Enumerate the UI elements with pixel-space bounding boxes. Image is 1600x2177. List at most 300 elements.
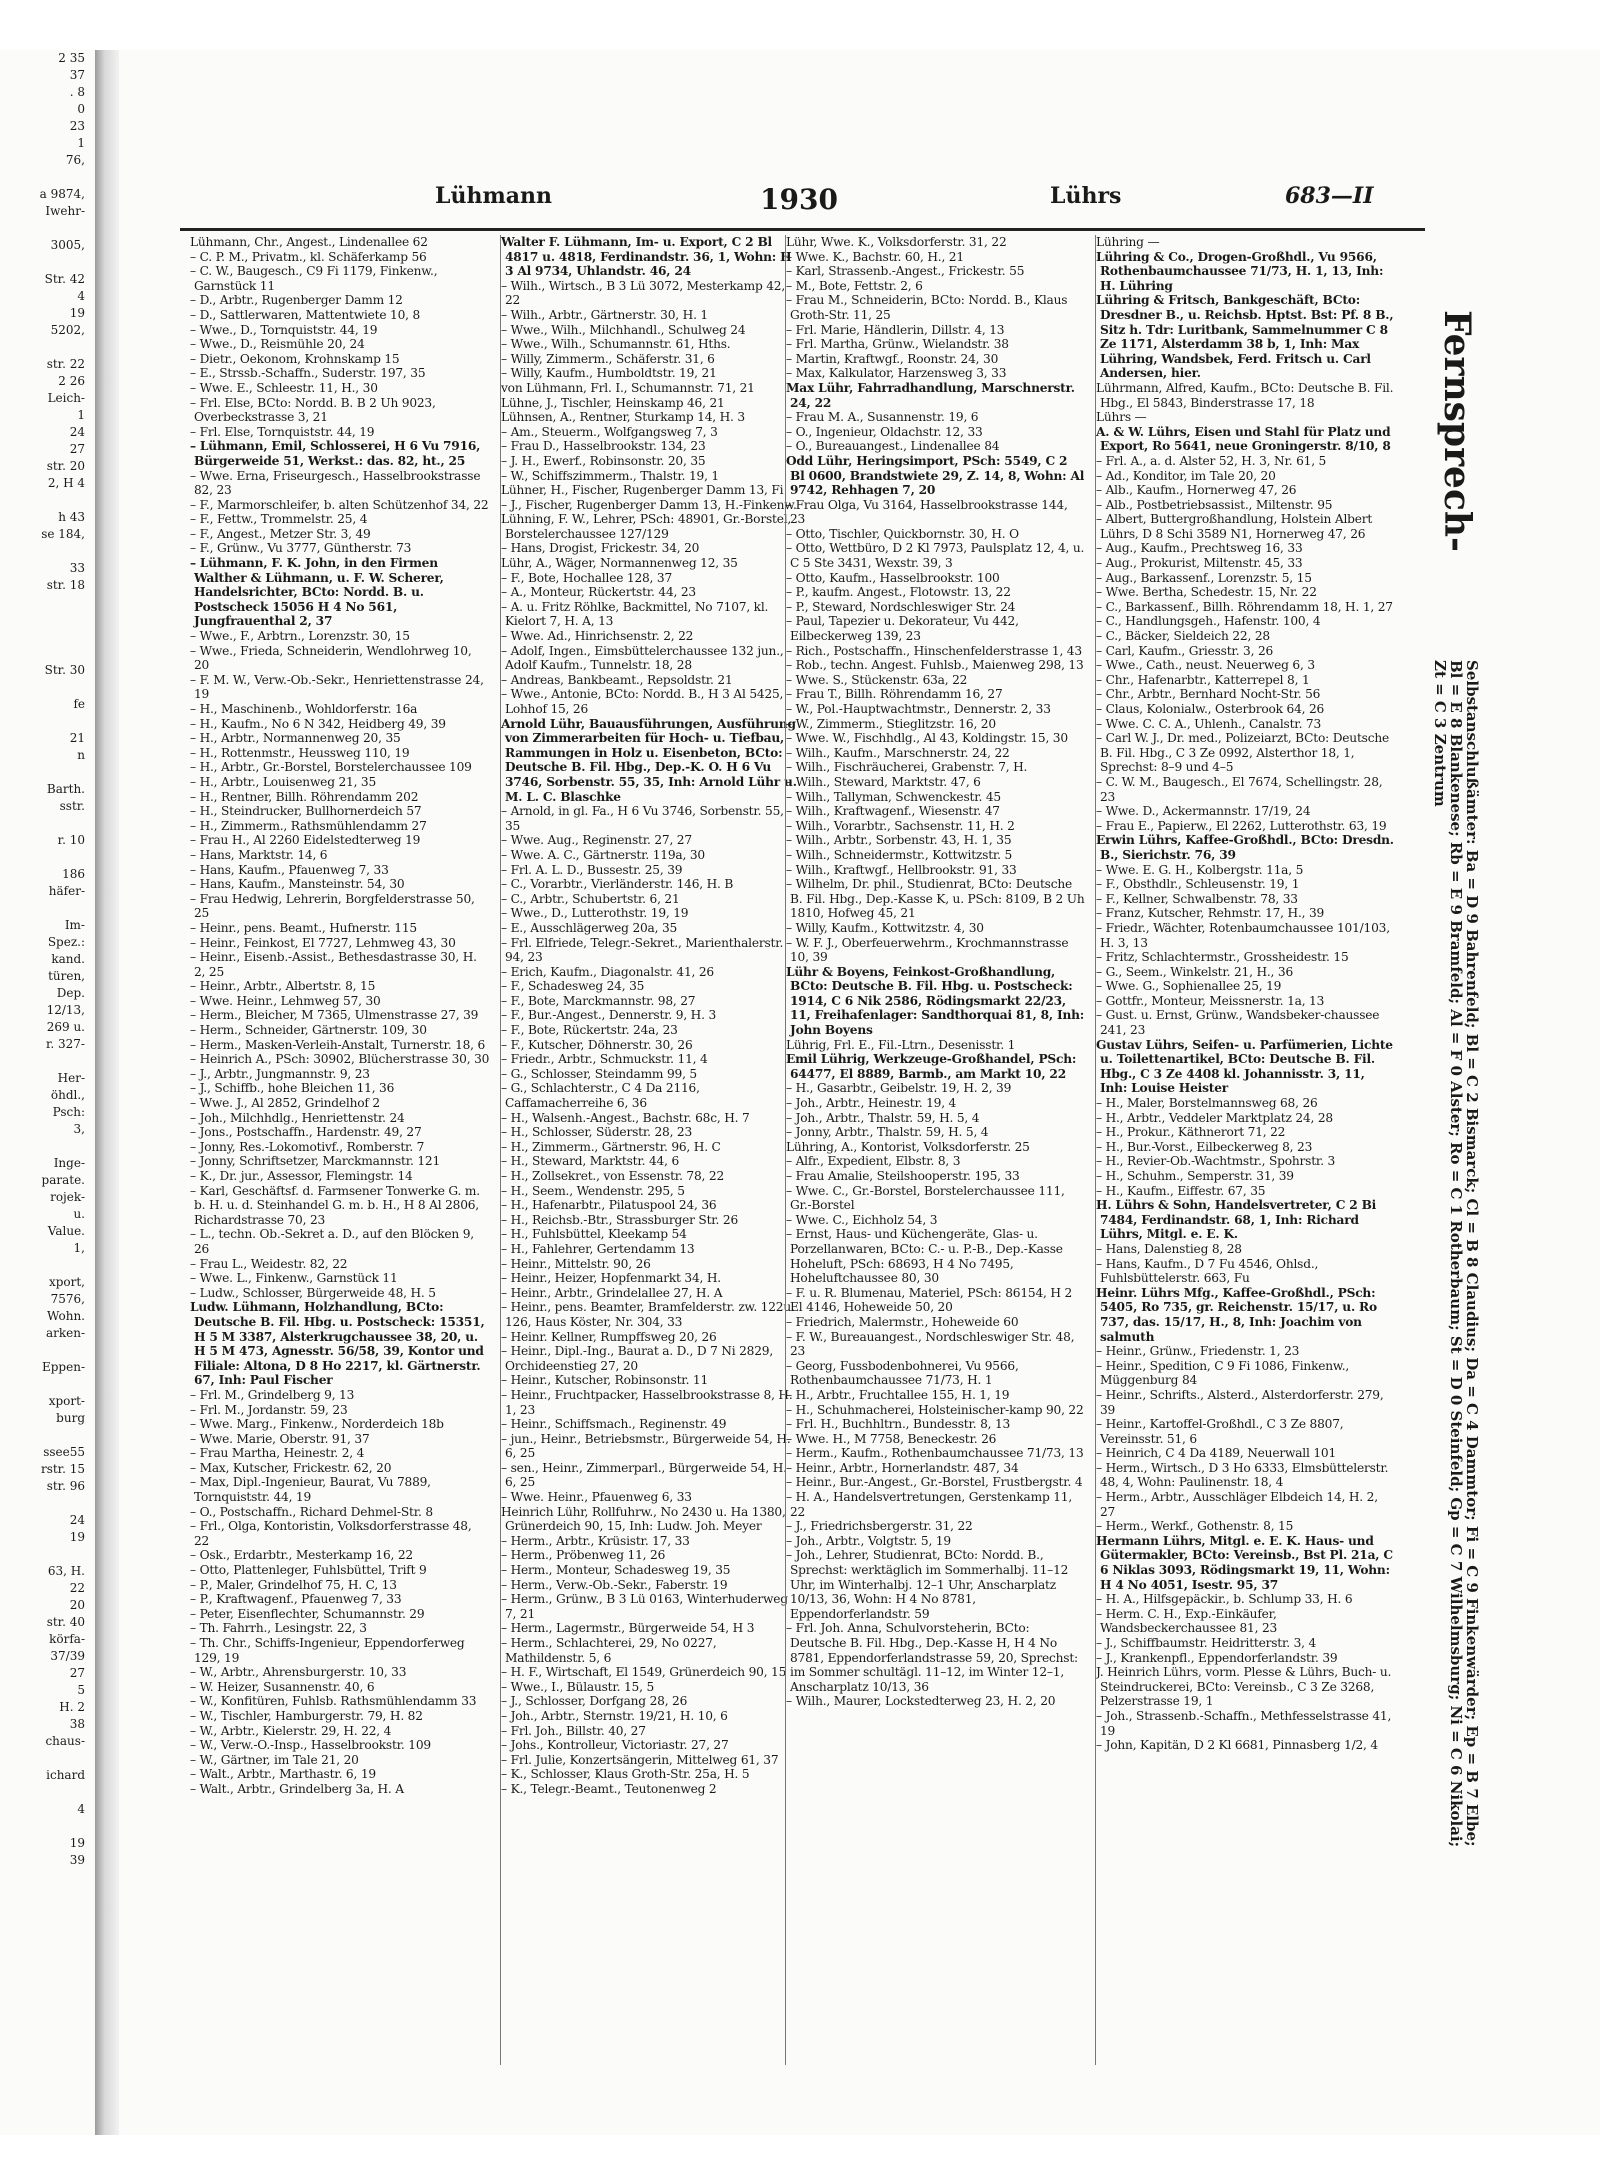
directory-entry: – H., Arbtr., Normannenweg 20, 35: [190, 731, 401, 746]
facing-page-fragment: [0, 679, 95, 696]
directory-entry: – Heinr., Bur.-Angest., Gr.-Borstel, Frustbergstr. 4: [786, 1475, 1083, 1490]
facing-page-fragment: [0, 1053, 95, 1070]
directory-entry: – Herm., Bleicher, M 7365, Ulmenstrasse 27, 39: [190, 1008, 479, 1023]
facing-page-fragment: türen,: [48, 969, 85, 983]
directory-entry: – Frau L., Weidestr. 82, 22: [190, 1256, 348, 1271]
directory-entry: – W., Konfitüren, Fuhlsb. Rathsmühlendamm 33: [190, 1694, 477, 1709]
facing-page-fragment: r. 327-: [45, 1037, 85, 1051]
facing-page-fragment: [0, 254, 95, 271]
facing-page-fragment: Spez.:: [47, 935, 85, 949]
directory-entry: – Herm., Kaufm., Rothenbaumchaussee 71/73, 13: [786, 1446, 1084, 1461]
directory-entry: – Frau Olga, Vu 3164, Hasselbrookstrasse 144, 23: [786, 497, 1068, 527]
directory-entry: – O., Postschaffn., Richard Dehmel-Str. 8: [190, 1504, 433, 1519]
facing-page-fragment: Her-: [57, 1071, 85, 1085]
directory-entry: – F., Obsthdlr., Schleusenstr. 19, 1: [1096, 877, 1300, 892]
directory-entry: – Herm., Arbtr., Ausschläger Elbdeich 14, H. 2, 27: [1096, 1490, 1378, 1519]
facing-page-fragment: 63, H.: [47, 1564, 85, 1578]
facing-page-fragment: xport,: [48, 1275, 85, 1289]
directory-entry: – W., Arbtr., Kielerstr. 29, H. 22, 4: [190, 1723, 392, 1738]
directory-entry: – Joh., Arbtr., Sternstr. 19/21, H. 10, 6: [501, 1708, 728, 1723]
directory-entry: – Aug., Prokurist, Miltenstr. 45, 33: [1096, 556, 1303, 571]
directory-entry: – Wilh., Kaufm., Marschnerstr. 24, 22: [786, 745, 1010, 760]
directory-entry: Lühring —: [1096, 235, 1160, 249]
directory-entry: H. Lührs & Sohn, Handelsvertreter, C 2 Bi 7484, Ferdinandstr. 68, 1, Inh: Richard Lührs, Mitgl. e. E. K.: [1096, 1198, 1377, 1242]
facing-page-fragment: 19: [69, 1836, 85, 1850]
directory-entry: – H., Rentner, Billh. Röhrendamm 202: [190, 789, 419, 804]
directory-entry: – Friedrich, Malermstr., Hoheweide 60: [786, 1314, 1019, 1329]
directory-entry: – C., Barkassenf., Billh. Röhrendamm 18, H. 1, 27: [1096, 599, 1393, 614]
directory-entry: Lühring & Fritsch, Bankgeschäft, BCto: Dresdner B., u. Reichsb. Hptst. Bst: Pf. 8 B., Sitz h. Tdr: Luritbank, Sammelnummer C 8 Ze 1171, Alsterdamm 38 b, 1, Inh: Max Lühring, Wandsbek, Ferd. Fritsch u. Carl Andersen, hier.: [1096, 293, 1394, 381]
directory-entry: – Frl. H., Buchhltrn., Bundesstr. 8, 13: [786, 1417, 1011, 1432]
directory-entry: – F., Marmorschleifer, b. alten Schützenhof 34, 22: [190, 497, 489, 512]
directory-entry: – Th. Chr., Schiffs-Ingenieur, Eppendorferweg 129, 19: [190, 1636, 465, 1665]
directory-entry: – Rob., techn. Angest. Fuhlsb., Maienweg 298, 13: [786, 658, 1084, 673]
directory-entry: – D., Arbtr., Rugenberger Damm 12: [190, 293, 403, 308]
facing-page-fragment: [0, 900, 95, 917]
directory-entry: – A. u. Fritz Röhlke, Backmittel, No 7107, kl. Kielort 7, H. A, 13: [501, 599, 769, 629]
directory-entry: – W., Zimmerm., Stieglitzstr. 16, 20: [786, 716, 996, 731]
directory-entry: – Willy, Kaufm., Humboldtstr. 19, 21: [501, 366, 717, 381]
directory-entry: – Herm., Masken-Verleih-Anstalt, Turnerstr. 18, 6: [190, 1037, 486, 1052]
facing-page-fragment: [0, 645, 95, 662]
directory-entry: – Wwe. H., M 7758, Beneckestr. 26: [786, 1431, 997, 1446]
facing-page-fragment: 19: [69, 306, 85, 320]
directory-entry: – Georg, Fussbodenbohnerei, Vu 9566, Rothenbaumchaussee 71/73, H. 1: [786, 1358, 1019, 1388]
directory-entry: – H., Prokur., Käthnerort 71, 22: [1096, 1125, 1286, 1140]
facing-page-fragment: fe: [73, 697, 85, 711]
directory-entry: – Frl. A. L. D., Bussestr. 25, 39: [501, 862, 683, 877]
directory-entry: – J. H., Ewerf., Robinsonstr. 20, 35: [501, 453, 706, 468]
exchange-legend-text: Selbstanschlußämter: Ba = D 9 Bahrenfeld; Bl = C 2 Bismarck; Cl = B 8 Claudius; Da = C 4 Dammtor; Fi = C 9 Finkenwärder; Ep = B 7 Elbe; Bl = E 8 Blankenese; Rb = E 9 Bramfeld; Al = F 0 Alster; Ro = C 1 Rotherbaum; St = D 0 Steinfeld; Gp = C 7 Wilhelmsburg; Ni = C 6 Nikolai; Zt = C 3 Zentrum: [1431, 660, 1481, 1848]
facing-page-fragment: [0, 594, 95, 611]
directory-entry: – Heinr., Feinkost, El 7727, Lehmweg 43, 30: [190, 935, 456, 950]
directory-entry: – H., Arbtr., Fruchtallee 155, H. 1, 19: [786, 1387, 1010, 1402]
facing-page-fragment: [0, 713, 95, 730]
directory-entry: – Max, Kalkulator, Harzensweg 3, 33: [786, 366, 1007, 381]
directory-entry: – Frl. A., a. d. Alster 52, H. 3, Nr. 61, 5: [1096, 453, 1327, 468]
directory-entry: – Herm., Wirtsch., D 3 Ho 6333, Elmsbüttelerstr. 48, 4, Wohn: Paulinenstr. 18, 4: [1096, 1460, 1389, 1490]
facing-page-fragment: str. 40: [46, 1615, 85, 1629]
directory-entry: – Hans, Marktstr. 14, 6: [190, 847, 328, 862]
directory-entry: – Carl, Kaufm., Griesstr. 3, 26: [1096, 643, 1274, 658]
directory-entry: Lühner, H., Fischer, Rugenberger Damm 13, Fi: [501, 483, 784, 498]
directory-entry: – W., Gärtner, im Tale 21, 20: [190, 1752, 359, 1767]
directory-entry: – Heinr., Dipl.-Ing., Baurat a. D., D 7 Ni 2829, Orchideenstieg 27, 20: [501, 1344, 774, 1373]
directory-entry: – F., Fettw., Trommelstr. 25, 4: [190, 512, 368, 527]
directory-entry: – H., Kaufm., No 6 N 342, Heidberg 49, 39: [190, 716, 446, 731]
directory-entry: – Dietr., Oekonom, Krohnskamp 15: [190, 351, 400, 366]
directory-entry: – Wwe., D., Tornquiststr. 44, 19: [190, 322, 378, 337]
directory-entry: – Walt., Arbtr., Grindelberg 3a, H. A: [190, 1781, 404, 1796]
facing-page-fragment: ssee55: [43, 1445, 85, 1459]
directory-entry: – Otto, Wettbüro, D 2 Kl 7973, Paulsplatz 12, 4, u. C 5 Ste 3431, Wexstr. 39, 3: [786, 541, 1085, 571]
directory-entry: – H., Fuhlsbüttel, Kleekamp 54: [501, 1227, 687, 1242]
directory-entry: – Heinr., Kutscher, Robinsonstr. 11: [501, 1373, 709, 1388]
directory-entry: – Paul, Tapezier u. Dekorateur, Vu 442, Eilbeckerweg 139, 23: [786, 614, 1019, 644]
facing-page-fragment: 76,: [65, 153, 85, 167]
directory-entry: – J., Arbtr., Jungmannstr. 9, 23: [190, 1066, 370, 1081]
directory-entry: – Aug., Barkassenf., Lorenzstr. 5, 15: [1096, 570, 1312, 585]
facing-page-fragment: [0, 1750, 95, 1767]
directory-entry: – Frl. Martha, Grünw., Wielandstr. 38: [786, 337, 1009, 352]
directory-entry: – Heinr., Spedition, C 9 Fi 1086, Finkenw., Müggenburg 84: [1096, 1358, 1350, 1388]
directory-entry: – Willy, Kaufm., Kottwitzstr. 4, 30: [786, 920, 984, 935]
directory-entry: – J., Schlosser, Dorfgang 28, 26: [501, 1694, 688, 1709]
directory-entry: – Frau M. A., Susannenstr. 19, 6: [786, 410, 979, 425]
facing-page-fragment: str. 18: [46, 578, 85, 592]
directory-entry: – Wwe. G., Sophienallee 25, 19: [1096, 979, 1282, 994]
directory-entry: – H., Steindrucker, Bullhornerdeich 57: [190, 804, 422, 819]
directory-entry: – Heinrich A., PSch: 30902, Blücherstrasse 30, 30: [190, 1052, 490, 1067]
directory-entry: – F., Kutscher, Döhnerstr. 30, 26: [501, 1037, 693, 1052]
directory-entry: – Wwe. W., Fischhdlg., Al 43, Koldingstr. 15, 30: [786, 731, 1068, 746]
directory-entry: – Johs., Kontrolleur, Victoriastr. 27, 27: [501, 1738, 729, 1753]
facing-page-fragment: 27: [69, 1666, 85, 1680]
directory-entry: – Willy, Zimmerm., Schäferstr. 31, 6: [501, 351, 715, 366]
directory-entry: – Wwe. Marie, Oberstr. 91, 37: [190, 1431, 370, 1446]
facing-page-fragment: 3,: [73, 1122, 85, 1136]
directory-entry: – H., Seem., Wendenstr. 295, 5: [501, 1183, 685, 1198]
directory-entry: – W., Schiffszimmerm., Thalstr. 19, 1: [501, 468, 719, 483]
facing-page-fragment: 20: [69, 1598, 85, 1612]
facing-page-fragment: 2 26: [58, 374, 85, 388]
directory-entry: – Wwe., D., Reismühle 20, 24: [190, 337, 365, 352]
directory-entry: Lühning, F. W., Lehrer, PSch: 48901, Gr.-Borstel, Borstelerchaussee 127/129: [501, 512, 792, 541]
directory-entry: – Frau M., Schneiderin, BCto: Nordd. B., Klaus Groth-Str. 11, 25: [786, 293, 1068, 322]
directory-entry: – Rich., Postschaffn., Hinschenfelderstrasse 1, 43: [786, 643, 1082, 658]
directory-entry: – E., Ausschlägerweg 20a, 35: [501, 920, 678, 935]
directory-entry: – Lühmann, Emil, Schlosserei, H 6 Vu 7916, Bürgerweide 51, Werkst.: das. 82, ht., 25: [190, 439, 481, 468]
directory-entry: – Wwe., Wilh., Milchhandl., Schulweg 24: [501, 322, 746, 337]
directory-entry: – Albert, Buttergroßhandlung, Holstein Albert Lührs, D 8 Schi 3589 N1, Hornerweg 47, 26: [1096, 512, 1373, 541]
directory-entry: – D., Sattlerwaren, Mattentwiete 10, 8: [190, 307, 421, 322]
directory-entry: – O., Ingenieur, Oldachstr. 12, 33: [786, 424, 983, 439]
facing-page-fragment: Iwehr-: [45, 204, 85, 218]
facing-page-fragment: [0, 1257, 95, 1274]
directory-entry: – Gottfr., Monteur, Meissnerstr. 1a, 13: [1096, 993, 1325, 1008]
directory-entry: – H., Arbtr., Gr.-Borstel, Borstelerchaussee 109: [190, 760, 472, 775]
directory-entry: – C., Arbtr., Schubertstr. 6, 21: [501, 891, 680, 906]
directory-entry: – Alfr., Expedient, Elbstr. 8, 3: [786, 1154, 961, 1169]
facing-page-fragment: 23: [69, 119, 85, 133]
directory-entry: – F., Bote, Hochallee 128, 37: [501, 570, 673, 585]
directory-entry: – H. A., Hilfsgepäckir., b. Schlump 33, H. 6: [1096, 1592, 1353, 1607]
directory-entry: Max Lühr, Fahrradhandlung, Marschnerstr. 24, 22: [786, 380, 1075, 410]
facing-page-fragment: [0, 492, 95, 509]
directory-entry: – J., Fischer, Rugenberger Damm 13, H.-Finkenw.: [501, 497, 797, 512]
facing-page-fragment: 4: [77, 289, 85, 303]
directory-entry: – H., Revier-Ob.-Wachtmstr., Spohrstr. 3: [1096, 1154, 1336, 1169]
directory-entry: – Wwe. L., Finkenw., Garnstück 11: [190, 1271, 398, 1286]
facing-page-fragment: [0, 1138, 95, 1155]
facing-page-fragment: kand.: [51, 952, 85, 966]
directory-entry: – Frau Martha, Heinestr. 2, 4: [190, 1446, 365, 1461]
directory-entry: – Jons., Postschaffn., Hardenstr. 49, 27: [190, 1125, 422, 1140]
directory-entry: Erwin Lührs, Kaffee-Großhdl., BCto: Dresdn. B., Sierichstr. 76, 39: [1096, 833, 1394, 862]
directory-entry: – Frl. Elfriede, Telegr.-Sekret., Marienthalerstr. 94, 23: [501, 935, 784, 965]
directory-entry: Lührmann, Alfred, Kaufm., BCto: Deutsche B. Fil. Hbg., El 5843, Binderstrasse 17, 18: [1096, 380, 1394, 410]
directory-entry: – Otto, Plattenleger, Fuhlsbüttel, Trift 9: [190, 1563, 427, 1578]
directory-entry: – Heinr., Arbtr., Albertstr. 8, 15: [190, 979, 376, 994]
directory-entry: – W., Verw.-O.-Insp., Hasselbrookstr. 109: [190, 1738, 431, 1753]
directory-entry: – H., Schuhmacherei, Holsteinischer-kamp 90, 22: [786, 1402, 1084, 1417]
directory-entry: – C., Vorarbtr., Vierländerstr. 146, H. B: [501, 877, 734, 892]
directory-entry: – W., Pol.-Hauptwachtmstr., Dennerstr. 2, 33: [786, 702, 1051, 716]
facing-page-fragment: 39: [69, 1853, 85, 1867]
facing-page-fragment: [0, 628, 95, 645]
facing-page-fragment: Inge-: [53, 1156, 85, 1170]
directory-entry: Walter F. Lühmann, Im- u. Export, C 2 Bl 4817 u. 4818, Ferdinandstr. 36, 1, Wohn: H 3 Al 9734, Uhlandstr. 46, 24: [501, 235, 792, 279]
directory-entry: – Karl, Geschäftsf. d. Farmsener Tonwerke G. m. b. H. u. d. Steinhandel G. m. b. H., H 8 Al 2806, Richardstrasse 70, 23: [190, 1183, 480, 1227]
directory-entry: – Chr., Hafenarbtr., Katterrepel 8, 1: [1096, 672, 1310, 687]
directory-entry: – F., Angest., Metzer Str. 3, 49: [190, 526, 371, 541]
header-left-name: Lühmann: [435, 183, 552, 209]
facing-page-fragment: 1: [77, 408, 85, 422]
facing-page-fragment: n: [77, 748, 85, 762]
directory-entry: – Claus, Kolonialw., Osterbrook 64, 26: [1096, 702, 1325, 716]
facing-page-fragment: 33: [69, 561, 85, 575]
facing-page-fragment: [0, 849, 95, 866]
directory-entry: – Wwe. E., Schleestr. 11, H., 30: [190, 380, 378, 395]
facing-page-fragment: 37: [69, 68, 85, 82]
directory-entry: – Frl. Joh. Anna, Schulvorsteherin, BCto: Deutsche B. Fil. Hbg., Dep.-Kasse H, H 4 No 8781, Eppendorferlandstrasse 59, 20, Sprechst: im Sommer schultägl. 11–12, im Winter 12–1, Anscharplatz 10/13, 36: [786, 1621, 1078, 1694]
directory-entry: – F. M. W., Verw.-Ob.-Sekr., Henriettenstrasse 24, 19: [190, 672, 484, 702]
directory-entry: J. Heinrich Lührs, vorm. Plesse & Lührs, Buch- u. Steindruckerei, BCto: Vereinsb., C 3 Ze 3268, Pelzerstrasse 19, 1: [1096, 1665, 1392, 1709]
directory-entry: – C. W. M., Baugesch., El 7674, Schellingstr. 28, 23: [1096, 774, 1383, 804]
directory-entry: Odd Lühr, Heringsimport, PSch: 5549, C 2 Bl 0600, Brandstwiete 29, Z. 14, 8, Wohn: Al 9742, Rehhagen 7, 20: [786, 453, 1085, 498]
directory-entry: – Heinr., Eisenb.-Assist., Bethesdastrasse 30, H. 2, 25: [190, 950, 477, 979]
directory-entry: – Alb., Kaufm., Hornerweg 47, 26: [1096, 483, 1297, 498]
directory-entry: – Joh., Lehrer, Studienrat, BCto: Nordd. B., Sprechst: werktäglich im Sommerhalbj. 11–12 Uhr, im Winterhalbj. 12–1 Uhr, Anscharplatz 10/13, 36, Wohn: H 4 No 8781, Eppendorferlandstr. 59: [786, 1548, 1069, 1621]
facing-page-fragment: 3005,: [50, 238, 85, 252]
directory-entry: – Herm., Schlachterei, 29, No 0227, Mathildenstr. 5, 6: [501, 1636, 717, 1665]
directory-entry: – H., Arbtr., Louisenweg 21, 35: [190, 774, 377, 789]
directory-entry: – O., Bureauangest., Lindenallee 84: [786, 439, 1000, 454]
directory-entry: – Wwe. A. C., Gärtnerstr. 119a, 30: [501, 847, 705, 862]
facing-page-fragment: 27: [69, 442, 85, 456]
facing-page-fragment: Leich-: [47, 391, 85, 405]
directory-entry: – Heinr. Kellner, Rumpffsweg 20, 26: [501, 1329, 717, 1344]
facing-page-fragment: a 9874,: [39, 187, 85, 201]
directory-entry: – Ernst, Haus- und Küchengeräte, Glas- u. Porzellanwaren, BCto: C.- u. P.-B., Dep.-Kasse Hoheluft, PSch: 68693, H 4 No 7495, Hoheluftchaussee 80, 30: [786, 1227, 1063, 1286]
directory-entry: – H., Schlosser, Süderstr. 28, 23: [501, 1125, 693, 1140]
facing-page-fragment: 2, H 4: [47, 476, 85, 490]
facing-page-fragment: h 43: [58, 510, 85, 524]
facing-page-fragment: 22: [69, 1581, 85, 1595]
directory-entry: – W., Tischler, Hamburgerstr. 79, H. 82: [190, 1708, 423, 1723]
directory-entry: – Aug., Kaufm., Prechtsweg 16, 33: [1096, 541, 1303, 556]
directory-entry: – F., Bote, Rückertstr. 24a, 23: [501, 1023, 678, 1038]
facing-page-fragment: Eppen-: [41, 1360, 85, 1374]
directory-entry: – Wwe., Cath., neust. Neuerweg 6, 3: [1096, 658, 1315, 673]
facing-page-fragment: Im-: [64, 918, 85, 932]
facing-page-fragment: r. 10: [57, 833, 85, 847]
facing-page-fragment: H. 2: [59, 1700, 85, 1714]
header-page-number: 683—II: [1285, 183, 1374, 209]
directory-entry: – Herm., Pröbenweg 11, 26: [501, 1548, 666, 1563]
directory-entry: – Wwe. C., Gr.-Borstel, Borstelerchaussee 111, Gr.-Borstel: [786, 1183, 1065, 1213]
facing-page-fragment: [0, 339, 95, 356]
facing-page-fragment: 19: [69, 1530, 85, 1544]
facing-page-fragment: [0, 1376, 95, 1393]
directory-entry: – F., Grünw., Vu 3777, Güntherstr. 73: [190, 541, 412, 556]
facing-page-edge: [0, 50, 95, 2135]
directory-entry: – Heinr., Schiffsmach., Reginenstr. 49: [501, 1417, 727, 1432]
directory-entry: – Frl. Else, BCto: Nordd. B. B 2 Uh 9023, Overbeckstrasse 3, 21: [190, 395, 436, 425]
directory-entry: – Hans, Kaufm., D 7 Fu 4546, Ohlsd., Fuhlsbüttelerstr. 663, Fu: [1096, 1256, 1319, 1286]
directory-entry: – P., Kraftwagenf., Pfauenweg 7, 33: [190, 1592, 402, 1607]
facing-page-fragment: [0, 611, 95, 628]
directory-entry: – Wwe. S., Stückenstr. 63a, 22: [786, 672, 968, 687]
directory-entry: – L., techn. Ob.-Sekret a. D., auf den Blöcken 9, 26: [190, 1227, 474, 1256]
facing-page-fragment: [0, 543, 95, 560]
directory-entry: – sen., Heinr., Zimmerparl., Bürgerweide 54, H. 6, 25: [501, 1460, 787, 1490]
directory-entry: – Wwe., I., Bülaustr. 15, 5: [501, 1679, 655, 1694]
facing-page-fragment: [0, 1427, 95, 1444]
directory-entry: Hermann Lührs, Mitgl. e. E. K. Haus- und Gütermakler, BCto: Vereinsb., Bst Pl. 21a, C 6 Niklas 3093, Rödingsmarkt 19, 11, Wohn: H 4 No 4051, Isestr. 95, 37: [1096, 1533, 1393, 1592]
directory-entry: – jun., Heinr., Betriebsmstr., Bürgerweide 54, H. 6, 25: [501, 1431, 791, 1461]
directory-entry: – Otto, Kaufm., Hasselbrookstr. 100: [786, 570, 1000, 585]
facing-page-fragment: 24: [69, 425, 85, 439]
directory-entry: – H., Reichsb.-Btr., Strassburger Str. 26: [501, 1212, 739, 1227]
directory-entry: – Franz, Kutscher, Rehmstr. 17, H., 39: [1096, 906, 1325, 921]
directory-entry: – Wilh., Fischräucherei, Grabenstr. 7, H.: [786, 760, 1028, 775]
directory-entry: – Wilh., Vorarbtr., Sachsenstr. 11, H. 2: [786, 818, 1015, 833]
directory-entry: von Lühmann, Frl. I., Schumannstr. 71, 21: [501, 380, 755, 395]
directory-entry: – H., Gasarbtr., Geibelstr. 19, H. 2, 39: [786, 1081, 1012, 1096]
directory-entry: – C., Bäcker, Sieldeich 22, 28: [1096, 629, 1270, 644]
directory-entry: – Frau Amalie, Steilshooperstr. 195, 33: [786, 1169, 1020, 1183]
directory-entry: – H., Steward, Marktstr. 44, 6: [501, 1154, 680, 1169]
facing-page-fragment: 37/39: [50, 1649, 85, 1663]
directory-entry: – Wwe., D., Lutterothstr. 19, 19: [501, 906, 689, 921]
directory-entry: – Hans, Dalenstieg 8, 28: [1096, 1241, 1242, 1256]
directory-entry: – Ludw., Schlosser, Bürgerweide 48, H. 5: [190, 1285, 436, 1300]
side-title-text: Fernsprech-: [1436, 310, 1478, 552]
directory-entry: – H., Arbtr., Veddeler Marktplatz 24, 28: [1096, 1110, 1333, 1125]
directory-entry: – P., kaufm. Angest., Flotowstr. 13, 22: [786, 585, 1011, 600]
directory-entry: – J., Krankenpfl., Eppendorferlandstr. 39: [1096, 1650, 1338, 1665]
directory-entry: – G., Schlosser, Steindamm 99, 5: [501, 1066, 697, 1081]
directory-entry: – H., Fahlehrer, Gertendamm 13: [501, 1241, 695, 1256]
facing-page-fragment: 5202,: [50, 323, 85, 337]
facing-page-fragment: 38: [69, 1717, 85, 1731]
directory-entry: – J., Schiffb., hohe Bleichen 11, 36: [190, 1081, 395, 1096]
facing-page-fragment: burg: [56, 1411, 85, 1425]
directory-entry: – Alb., Postbetriebsassist., Miltenstr. 95: [1096, 497, 1333, 512]
directory-entry: – Wwe. Heinr., Lehmweg 57, 30: [190, 993, 381, 1008]
facing-page-fragment: 269 u.: [46, 1020, 85, 1034]
directory-entry: – Heinr., pens. Beamter, Bramfelderstr. zw. 122u. 126, Haus Köster, Nr. 304, 33: [501, 1300, 795, 1329]
directory-entry: – Frau E., Papierw., El 2262, Lutterothstr. 63, 19: [1096, 818, 1387, 833]
directory-entry: – H., Hafenarbtr., Pilatuspool 24, 36: [501, 1198, 717, 1213]
header-rule: [180, 228, 1425, 231]
directory-entry: – Lühmann, F. K. John, in den Firmen Walther & Lühmann, u. F. W. Scherer, Handelsrichter, BCto: Nordd. B. u. Postscheck 15056 H 4 No 561, Jungfrauenthal 2, 37: [190, 556, 444, 629]
facing-page-fragment: str. 96: [46, 1479, 85, 1493]
directory-entry: – Wwe. Marg., Finkenw., Norderdeich 18b: [190, 1417, 444, 1432]
directory-entry: Lühr, Wwe. K., Volksdorferstr. 31, 22: [786, 235, 1007, 249]
directory-entry: – E., Strssb.-Schaffn., Suderstr. 197, 35: [190, 366, 426, 381]
directory-entry: – G., Schlachterstr., C 4 Da 2116, Caffamacherreihe 6, 36: [501, 1081, 700, 1111]
directory-entry: Lührig, Frl. E., Fil.-Ltrn., Desenisstr. 1: [786, 1037, 1016, 1052]
directory-entry: – Joh., Arbtr., Volgtstr. 5, 19: [786, 1533, 951, 1548]
facing-page-fragment: 1: [77, 136, 85, 150]
facing-page-fragment: Wohn.: [46, 1309, 85, 1323]
directory-entry: – Joh., Arbtr., Heinestr. 19, 4: [786, 1096, 957, 1111]
directory-entry: – Carl W. J., Dr. med., Polizeiarzt, BCto: Deutsche B. Fil. Hbg., C 3 Ze 0992, Alsterthor 18, 1, Sprechst: 8–9 und 4–5: [1096, 731, 1389, 775]
directory-entry: – Wilh., Maurer, Lockstedterweg 23, H. 2, 20: [786, 1694, 1056, 1709]
directory-entry: Heinrich Lühr, Rollfuhrw., No 2430 u. Ha 1380, Grünerdeich 90, 15, Inh: Ludw. Joh. Meyer: [501, 1504, 786, 1534]
directory-entry: – Otto, Tischler, Quickbornstr. 30, H. O: [786, 526, 1019, 541]
directory-entry: – Wwe. C., Eichholz 54, 3: [786, 1212, 938, 1227]
facing-page-fragment: [0, 220, 95, 237]
facing-page-fragment: öhdl.,: [50, 1088, 85, 1102]
directory-entry: – Wilh., Arbtr., Gärtnerstr. 30, H. 1: [501, 307, 708, 322]
directory-entry: Lührs —: [1096, 410, 1147, 425]
directory-entry: – Heinr., pens. Beamt., Hufnerstr. 115: [190, 920, 417, 935]
facing-page-fragment: 186: [62, 867, 85, 881]
directory-entry: – Wwe. D., Ackermannstr. 17/19, 24: [1096, 804, 1311, 819]
column-4: [1095, 235, 1395, 2065]
exchange-legend: [1430, 660, 1490, 1860]
directory-entry: – Frau H., Al 2260 Eidelstedterweg 19: [190, 833, 421, 848]
scanned-page: [0, 50, 1600, 2135]
column-1: [190, 235, 490, 2065]
directory-entry: – Gust. u. Ernst, Grünw., Wandsbeker-chaussee 241, 23: [1096, 1008, 1380, 1038]
directory-entry: – Wwe., Frieda, Schneiderin, Wendlohrweg 10, 20: [190, 643, 472, 673]
directory-entry: – Jonny, Res.-Lokomotivf., Romberstr. 7: [190, 1139, 425, 1154]
facing-page-fragment: [0, 1784, 95, 1801]
directory-entry: – Joh., Arbtr., Thalstr. 59, H. 5, 4: [786, 1110, 980, 1125]
directory-entry: – Herm. C. H., Exp.-Einkäufer, Wandsbeckerchaussee 81, 23: [1096, 1606, 1278, 1636]
facing-page-fragment: 5: [77, 1683, 85, 1697]
facing-page-fragment: [0, 169, 95, 186]
directory-entry: – Frl., Olga, Kontoristin, Volksdorferstrasse 48, 22: [190, 1519, 472, 1548]
facing-page-fragment: Str. 42: [44, 272, 85, 286]
directory-entry: – G., Seem., Winkelstr. 21, H., 36: [1096, 964, 1293, 979]
directory-entry: – H., Schuhm., Semperstr. 31, 39: [1096, 1169, 1294, 1183]
directory-entry: Lühr & Boyens, Feinkost-Großhandlung, BCto: Deutsche B. Fil. Hbg. u. Postscheck: 1914, C 6 Nik 2586, Rödingsmarkt 22/23, 11, Freihafenlager: Sandthorquai 81, 8, Inh: John Boyens: [786, 964, 1085, 1038]
directory-entry: – Wwe. E. G. H., Kolbergstr. 11a, 5: [1096, 862, 1304, 877]
directory-entry: – Herm., Verw.-Ob.-Sekr., Faberstr. 19: [501, 1577, 728, 1592]
directory-entry: – Erich, Kaufm., Diagonalstr. 41, 26: [501, 964, 714, 979]
facing-page-fragment: sstr.: [59, 799, 85, 813]
directory-entry: Ludw. Lühmann, Holzhandlung, BCto: Deutsche B. Fil. Hbg. u. Postscheck: 15351, H 5 M 3387, Alsterkrugchaussee 38, 20, u. H 5 M 473, Agnesstr. 56/58, 39, Kontor und Filiale: Altona, D 8 Ho 2217, kl. Gärtnerstr. 67, Inh: Paul Fischer: [190, 1300, 485, 1388]
directory-entry: – Ad., Konditor, im Tale 20, 20: [1096, 468, 1276, 483]
directory-entry: – A., Monteur, Rückertstr. 44, 23: [501, 585, 696, 600]
directory-entry: – H. F., Wirtschaft, El 1549, Grünerdeich 90, 15: [501, 1665, 787, 1680]
directory-entry: – Wwe. Aug., Reginenstr. 27, 27: [501, 833, 692, 848]
directory-entry: – Frau D., Hasselbrookstr. 134, 23: [501, 439, 706, 454]
facing-page-fragment: rstr. 15: [40, 1462, 85, 1476]
directory-entry: – F., Bote, Marckmannstr. 98, 27: [501, 993, 696, 1008]
directory-entry: – Wwe., Antonie, BCto: Nordd. B., H 3 Al 5425, Lohhof 15, 26: [501, 687, 784, 716]
directory-entry: – C., Handlungsgeh., Hafenstr. 100, 4: [1096, 614, 1321, 629]
directory-entry: – Herm., Arbtr., Krüsistr. 17, 33: [501, 1533, 690, 1548]
directory-entry: – Frl. Joh., Billstr. 40, 27: [501, 1723, 646, 1738]
facing-page-fragment: Psch:: [52, 1105, 85, 1119]
directory-entry: – Hans, Drogist, Frickestr. 34, 20: [501, 541, 700, 556]
directory-entry: – Wilh., Schneidermstr., Kottwitzstr. 5: [786, 847, 1013, 862]
directory-entry: – Walt., Arbtr., Marthastr. 6, 19: [190, 1767, 376, 1782]
directory-entry: – Joh., Strassenb.-Schaffn., Methfesselstrasse 41, 19: [1096, 1708, 1392, 1738]
directory-entry: Lühnsen, A., Rentner, Sturkamp 14, H. 3: [501, 410, 745, 425]
directory-entry: – Wwe., F., Arbtrn., Lorenzstr. 30, 15: [190, 629, 410, 644]
facing-page-fragment: 2 35: [58, 51, 85, 65]
book-gutter: [95, 50, 119, 2135]
directory-entry: – K., Dr. jur., Assessor, Flemingstr. 14: [190, 1169, 413, 1183]
directory-entry: – H., Maler, Borstelmannsweg 68, 26: [1096, 1096, 1318, 1111]
